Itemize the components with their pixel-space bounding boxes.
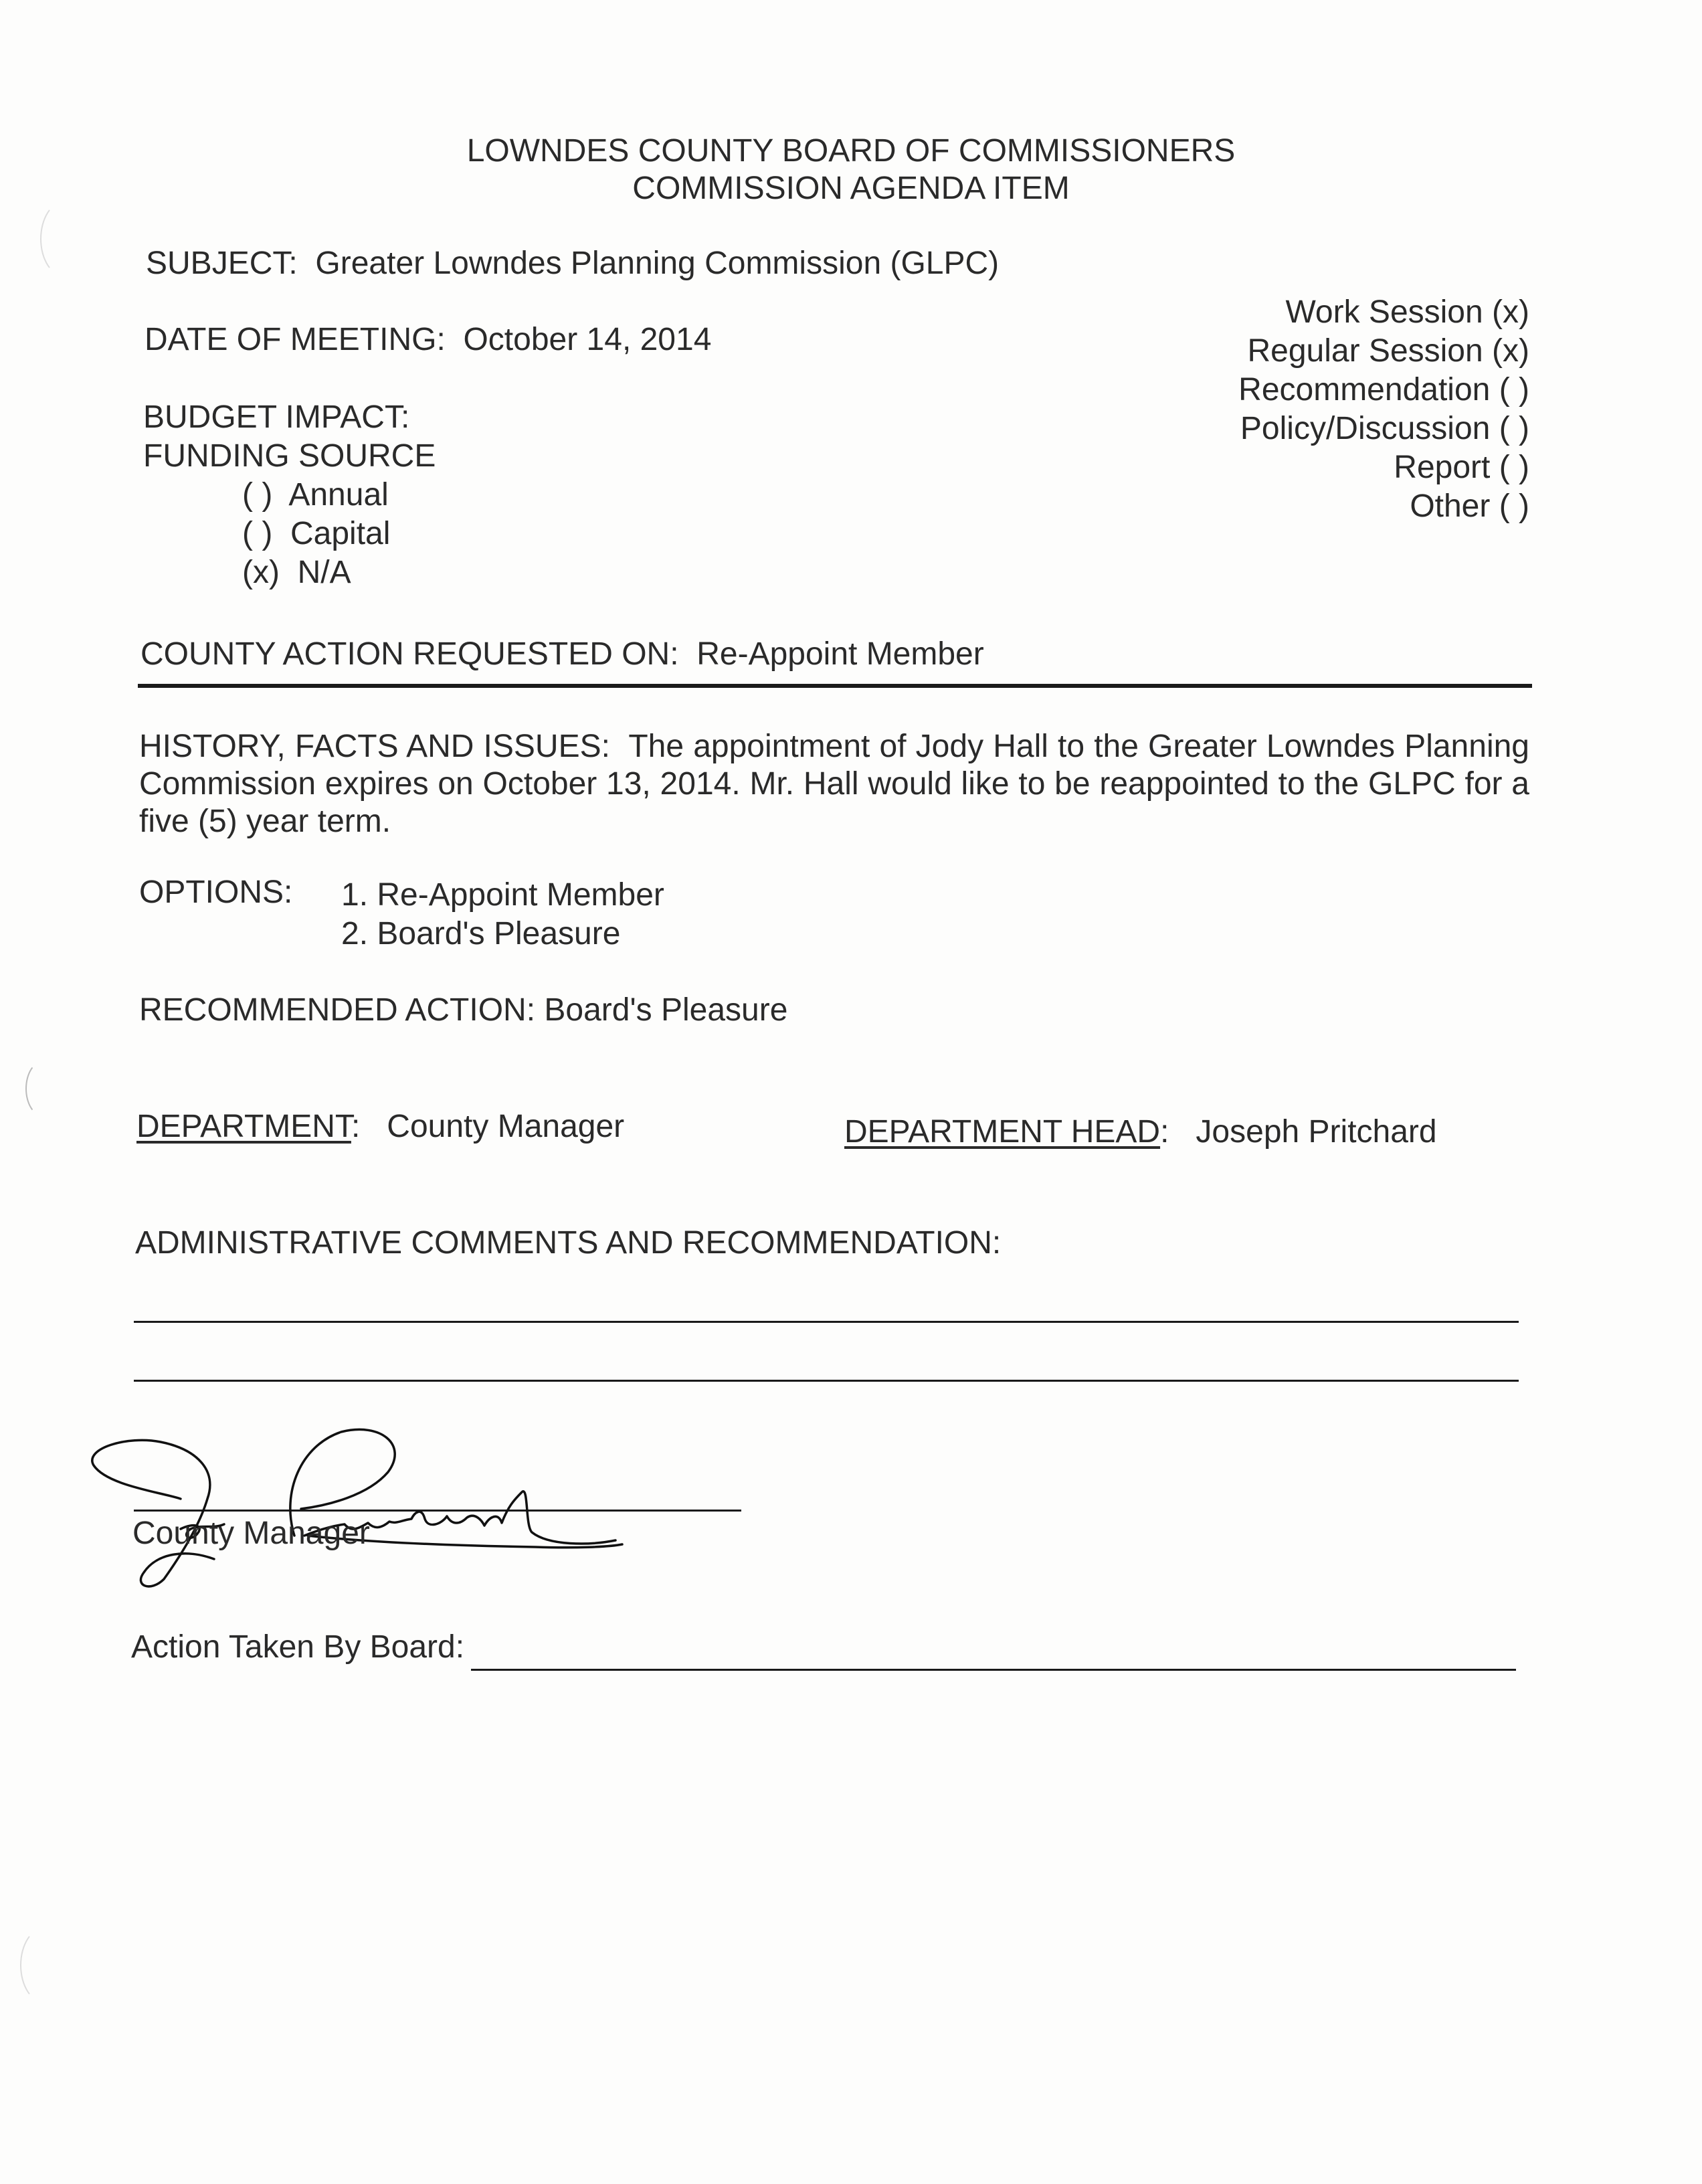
recommended-action-label: RECOMMENDED ACTION:: [139, 992, 536, 1028]
session-type-list: [1151, 293, 1529, 526]
recommended-action-value: Board's Pleasure: [544, 992, 788, 1028]
option-item: 1. Re-Appoint Member: [341, 877, 664, 913]
funding-option: [242, 554, 351, 592]
meeting-date-label: DATE OF MEETING:: [145, 322, 446, 357]
session-type-item: Work Session (x): [1285, 294, 1529, 330]
department-head-value: Joseph Pritchard: [1196, 1114, 1437, 1150]
session-type-item: Recommendation ( ): [1238, 372, 1529, 407]
funding-option-label: N/A: [297, 555, 351, 590]
comment-line: [134, 1321, 1519, 1323]
department-label: DEPARTMENT: [136, 1109, 351, 1144]
funding-option-mark: (x): [242, 555, 280, 590]
funding-option-label: Capital: [290, 516, 391, 551]
document-title: LOWNDES COUNTY BOARD OF COMMISSIONERS: [466, 133, 1236, 169]
meeting-date-value: October 14, 2014: [463, 322, 712, 357]
funding-option-label: Annual: [288, 477, 389, 513]
signature-caption: County Manager: [132, 1516, 370, 1551]
session-type-item: Regular Session (x): [1247, 333, 1529, 369]
session-type-item: Other ( ): [1410, 488, 1529, 524]
department-value: County Manager: [387, 1109, 625, 1144]
department-head-line: DEPARTMENT HEAD: Joseph Pritchard: [844, 1114, 1437, 1150]
action-requested-line: [140, 636, 984, 673]
document-subtitle: COMMISSION AGENDA ITEM: [632, 171, 1070, 206]
funding-option: [242, 476, 389, 514]
action-taken-label: Action Taken By Board:: [131, 1629, 465, 1665]
options-label: OPTIONS:: [139, 875, 293, 910]
history-label: HISTORY, FACTS AND ISSUES:: [139, 729, 610, 764]
action-taken-line: [471, 1669, 1516, 1671]
meeting-date-line: [145, 321, 711, 359]
session-type-item: Report ( ): [1394, 450, 1529, 485]
session-type-item: Policy/Discussion ( ): [1240, 411, 1529, 446]
signature-graphic: [80, 1392, 629, 1592]
history-text: The appointment of Jody Hall to the Greater Lowndes Planning Commission expires on October 13, 2014. Mr. Hall would like to be reappointed to the GLPC for a five (5) year term.: [139, 729, 1529, 839]
subject-label: SUBJECT:: [146, 246, 298, 281]
punch-hole-mark: [25, 1061, 62, 1117]
action-requested-value: Re-Appoint Member: [696, 636, 984, 672]
action-requested-label: COUNTY ACTION REQUESTED ON:: [140, 636, 679, 672]
option-item: 2. Board's Pleasure: [341, 916, 621, 951]
comment-line: [134, 1380, 1519, 1382]
punch-hole-mark: [40, 201, 90, 277]
section-divider: [138, 684, 1532, 688]
admin-comments-label: ADMINISTRATIVE COMMENTS AND RECOMMENDATION:: [135, 1225, 1002, 1261]
subject-value: Greater Lowndes Planning Commission (GLPC): [315, 246, 1000, 281]
department-line: DEPARTMENT: County Manager: [136, 1109, 625, 1144]
subject-line: [146, 245, 999, 282]
department-head-label: DEPARTMENT HEAD: [844, 1114, 1161, 1150]
punch-hole-mark: [20, 1927, 70, 2003]
funding-option-mark: ( ): [242, 477, 273, 513]
recommended-action-line: [139, 992, 787, 1029]
funding-option: [242, 515, 390, 553]
history-paragraph: [139, 728, 1529, 840]
budget-impact-label: BUDGET IMPACT:: [143, 399, 410, 435]
funding-option-mark: ( ): [242, 516, 273, 551]
funding-source-label: FUNDING SOURCE: [143, 438, 436, 474]
